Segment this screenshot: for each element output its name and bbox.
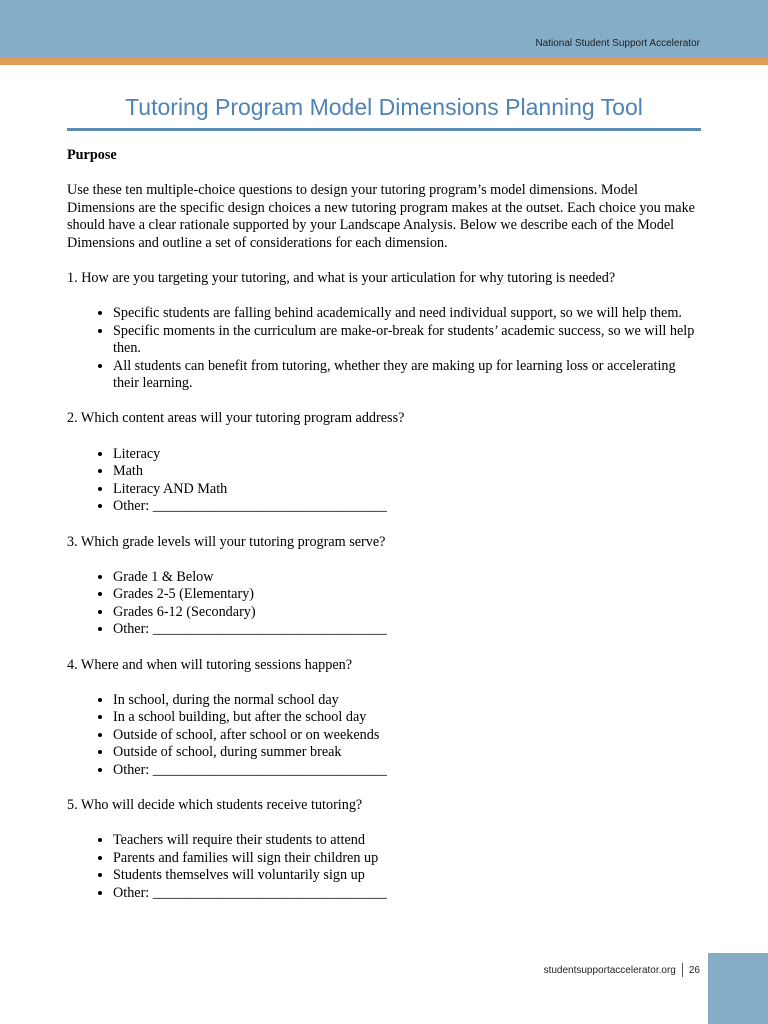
footer-corner-box — [708, 953, 768, 1024]
option-list — [67, 692, 703, 779]
option-item: • Specific students are falling behind academically and need individual support, so we will help them. — [113, 305, 703, 322]
question-text: 3. Which grade levels will your tutoring program serve? — [67, 533, 386, 550]
option-item: • All students can benefit from tutoring, whether they are making up for learning loss or accelerating their learning. — [113, 358, 703, 393]
purpose-heading: Purpose — [67, 147, 117, 163]
option-item: • Grade 1 & Below — [113, 569, 703, 586]
option-item: • Grades 6-12 (Secondary) — [113, 604, 703, 621]
option-list — [67, 446, 703, 516]
footer-site-url: studentsupportaccelerator.org — [543, 964, 676, 976]
header-org-name: National Student Support Accelerator — [535, 38, 700, 49]
option-item: • Literacy AND Math — [113, 481, 703, 498]
page-footer — [544, 963, 700, 977]
option-item: • Grades 2-5 (Elementary) — [113, 586, 703, 603]
option-item-other: • Other: _________________________________ — [113, 498, 703, 515]
question-block-5 — [67, 797, 703, 902]
option-item: • In school, during the normal school day — [113, 692, 703, 709]
header-band — [0, 0, 768, 58]
option-list — [67, 569, 703, 639]
question-text: 4. Where and when will tutoring sessions happen? — [67, 656, 353, 673]
option-item-other: • Other: _________________________________ — [113, 621, 703, 638]
question-block-1 — [67, 270, 703, 392]
option-item: • Parents and families will sign their children up — [113, 850, 703, 867]
option-item: • Outside of school, during summer break — [113, 744, 703, 761]
document-body — [67, 147, 703, 920]
option-item: • Teachers will require their students to attend — [113, 832, 703, 849]
option-item: • Literacy — [113, 446, 703, 463]
question-text: 5. Who will decide which students receive tutoring? — [67, 796, 363, 813]
page-number: 26 — [688, 964, 700, 976]
intro-paragraph: Use these ten multiple-choice questions to design your tutoring program’s model dimensions. Model Dimensions are the specific design choices a new tutoring program makes at the outset. Each choice you make should have a clear rationale supported by your Landscape Analysis. Below we describe each of the Model Dimensions and outline a set of considerations for each dimension. — [67, 182, 695, 251]
option-item: • Outside of school, after school or on weekends — [113, 727, 703, 744]
option-item: • Math — [113, 463, 703, 480]
header-accent-rule — [0, 58, 768, 65]
question-text: 1. How are you targeting your tutoring, and what is your articulation for why tutoring is needed? — [67, 270, 616, 287]
option-item: • In a school building, but after the school day — [113, 709, 703, 726]
option-list — [67, 305, 703, 392]
option-item: • Specific moments in the curriculum are make-or-break for students’ academic success, so we will help then. — [113, 323, 703, 358]
question-block-3 — [67, 534, 703, 639]
title-underline — [67, 128, 701, 131]
page-title: Tutoring Program Model Dimensions Planning Tool — [125, 94, 643, 120]
footer-separator — [682, 963, 683, 977]
option-item-other: • Other: _________________________________ — [113, 762, 703, 779]
option-list — [67, 832, 703, 902]
question-block-4 — [67, 657, 703, 779]
question-text: 2. Which content areas will your tutoring program address? — [67, 410, 405, 427]
question-block-2 — [67, 410, 703, 515]
option-item: • Students themselves will voluntarily sign up — [113, 867, 703, 884]
option-item-other: • Other: _________________________________ — [113, 885, 703, 902]
